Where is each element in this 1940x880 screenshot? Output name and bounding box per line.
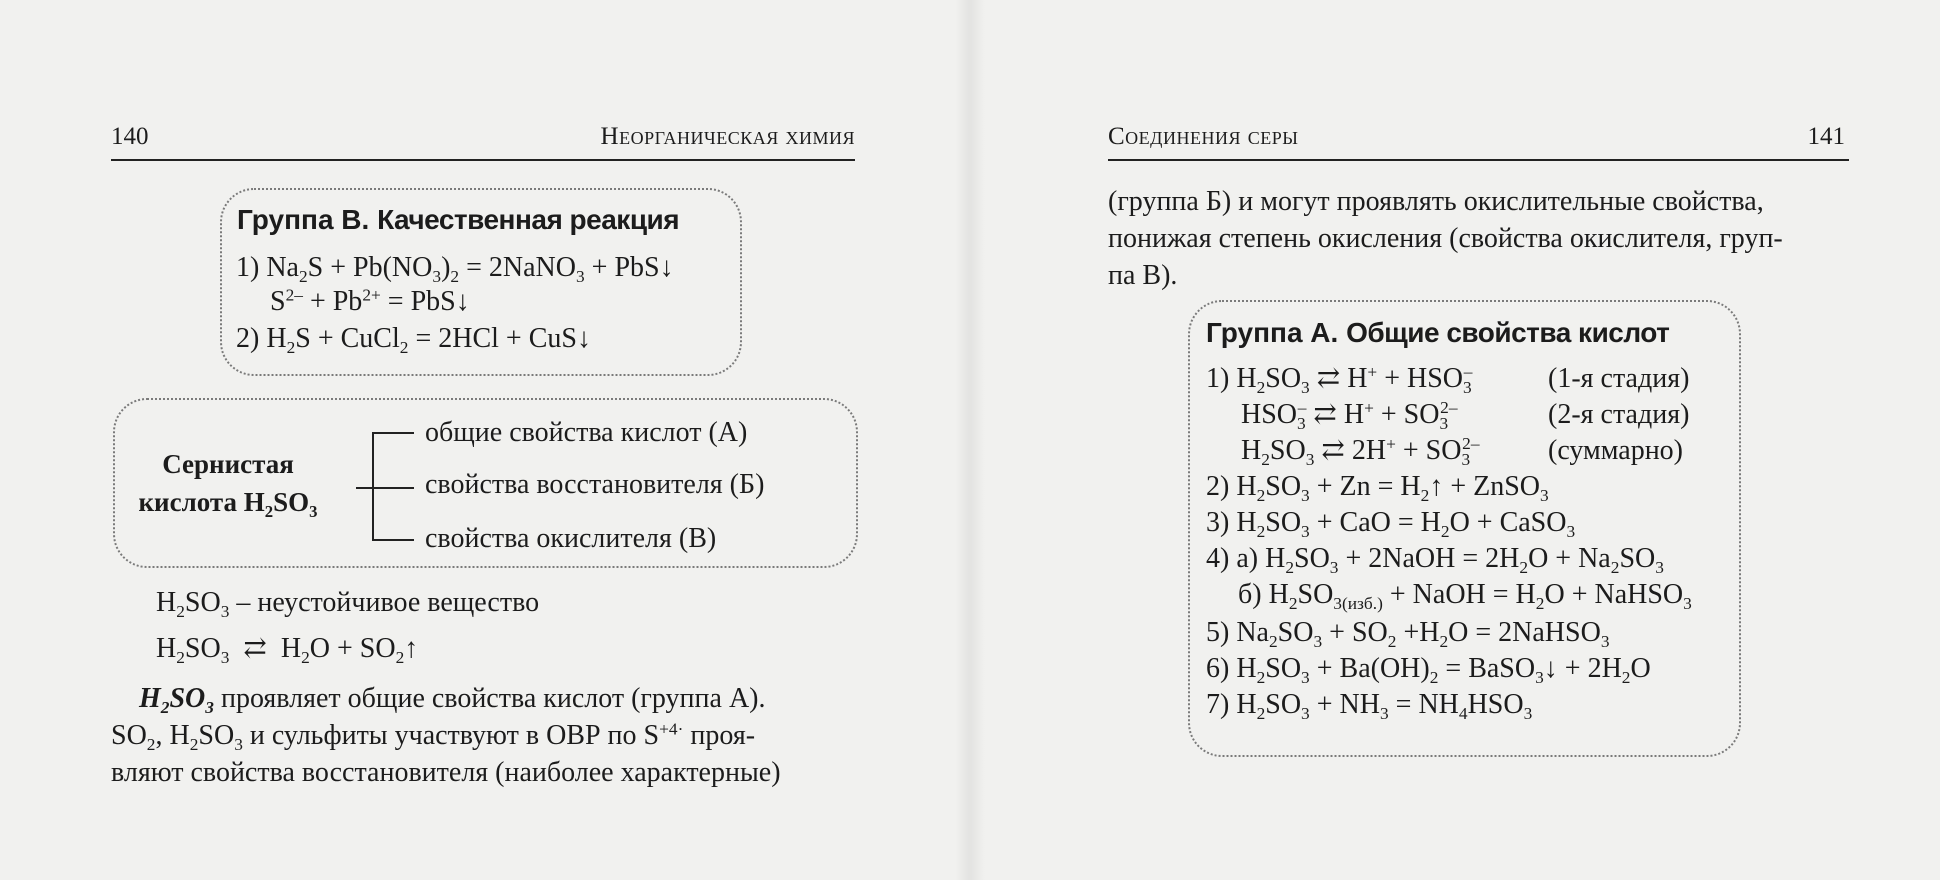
- paragraph-line-1: $H_2SO_3$ проявляет общие свойства кислот (группа А).: [139, 683, 766, 718]
- intro-line: (группа Б) и могут проявлять окислительные свойства,: [1108, 186, 1764, 217]
- stage-label-2: (2-я стадия): [1548, 399, 1690, 430]
- group-b-name: Группа В.: [237, 204, 370, 235]
- equation-2: 2) $H_2SO_3 + Zn$ = $H_2↑$ + ZnSO$_3$: [1206, 471, 1549, 506]
- equation-7: 7) $H_2SO_3 + NH_3 = NH_4HSO_3$: [1206, 689, 1533, 724]
- intro-line: па В).: [1108, 260, 1178, 291]
- reaction-number: 6): [1206, 653, 1230, 684]
- diagram-branch-line-1: [372, 432, 414, 434]
- equation-6: 6) $H_2SO_3 + Ba(OH)_2$ = BaSO$_3$↓ + $2H_2O$: [1206, 653, 1651, 688]
- group-a-title: [1206, 316, 1669, 350]
- diagram-branch-reducer-properties: свойства восстановителя (Б): [425, 469, 765, 500]
- reaction-number: 1): [1206, 363, 1230, 394]
- diagram-label: Сернистая кислота $H_2SO_3$: [138, 449, 318, 521]
- group-b-reaction-2: 2) $H_2S$ + CuCl$_2$ = 2HCl + CuS↓: [236, 323, 591, 358]
- running-head-left: Неорганическая химия: [600, 123, 855, 150]
- stage-label-1: (1-я стадия): [1548, 363, 1690, 394]
- diagram-label-line1: Сернистая: [162, 449, 294, 479]
- diagram-branch-line-3: [372, 539, 414, 541]
- right-page: [970, 0, 1940, 880]
- paragraph-line-2-end: проя-: [690, 720, 756, 751]
- paragraph-left: [111, 680, 871, 791]
- header-rule-left: [111, 159, 855, 161]
- reaction-number: 2): [236, 323, 260, 354]
- equation-1-stage-2: $HSO_3^-$ ⇄ $H^+ + SO_3^{2-}$: [1241, 398, 1458, 434]
- group-b-title: [237, 203, 679, 237]
- paragraph-line-3: вляют свойства восстановителя (наиболее характерные): [111, 757, 781, 788]
- reaction-number: 7): [1206, 689, 1230, 720]
- header-rule-right: [1108, 159, 1849, 161]
- running-head-right: Соединения серы: [1108, 123, 1299, 150]
- equation-3: 3) $H_2SO_3$ + CaO = $H_2O$ + CaSO$_3$: [1206, 507, 1576, 542]
- diagram-bracket: [372, 432, 374, 540]
- paragraph-line-1-text: проявляет общие свойства кислот (группа А).: [220, 683, 766, 714]
- reaction-number: б): [1238, 579, 1262, 610]
- intro-paragraph: [1108, 183, 1868, 294]
- group-b-reaction-1: 1) $Na_2S + Pb(NO_3)_2$ = 2NaNO$_3$ + PbS↓: [236, 252, 674, 287]
- group-b-desc: Качественная реакция: [377, 204, 680, 235]
- group-a-equations: [1206, 362, 1746, 742]
- diagram-branch-oxidizer-properties: свойства окислителя (В): [425, 523, 717, 554]
- equation-5: 5) $Na_2SO_3 + SO_2 +H_2O$ = 2NaHSO$_3$: [1206, 617, 1610, 652]
- decomposition-equation: $H_2SO_3$ ⇄ $H_2O$ + $SO_2↑$: [156, 633, 419, 668]
- equation-1-total: $H_2SO_3$ ⇄ $2H^+ + SO_3^{2-}$: [1241, 434, 1480, 470]
- paragraph-line-2: $SO_2$, $H_2SO_3$ и сульфиты участвуют в ОВР по $S^{+4\cdot}$ проя-: [111, 719, 756, 755]
- diagram-label-line2: кислота: [138, 487, 237, 517]
- unstable-substance-line: $H_2SO_3$ – неустойчивое вещество: [156, 587, 540, 622]
- stage-label-3: (суммарно): [1548, 435, 1683, 466]
- diagram-branch-line-2: [372, 487, 414, 489]
- equation-1-stage-1: 1) $H_2SO_3$ ⇄ $H^+ + HSO_3^-$: [1206, 362, 1473, 398]
- excess-note: (изб.): [1341, 594, 1383, 614]
- group-a-desc: Общие свойства кислот: [1346, 317, 1670, 348]
- reaction-number: 5): [1206, 617, 1230, 648]
- page-number-left: 140: [111, 123, 149, 150]
- group-b-ionic-equation: $S^{2-} + Pb^{2+}$ = PbS↓: [270, 285, 470, 317]
- reaction-number: 4) а): [1206, 543, 1259, 574]
- paragraph-line-2-text: и сульфиты участвуют в ОВР по: [249, 720, 637, 751]
- unstable-text: – неустойчивое вещество: [236, 587, 540, 618]
- equation-4a: 4) а) $H_2SO_3$ + 2NaOH = $2H_2O + Na_2SO_3$: [1206, 543, 1664, 578]
- reaction-number: 2): [1206, 471, 1230, 502]
- reaction-number: 1): [236, 252, 260, 283]
- intro-line: понижая степень окисления (свойства окислителя, груп-: [1108, 223, 1783, 254]
- reaction-number: 3): [1206, 507, 1230, 538]
- equation-4b: б) $H_2SO_{3(изб.)}$ + NaOH = $H_2O$ + NaHSO$_3$: [1238, 579, 1692, 614]
- diagram-branch-acid-properties: общие свойства кислот (А): [425, 417, 748, 448]
- group-a-name: Группа А.: [1206, 317, 1339, 348]
- page-number-right: 141: [1807, 123, 1845, 150]
